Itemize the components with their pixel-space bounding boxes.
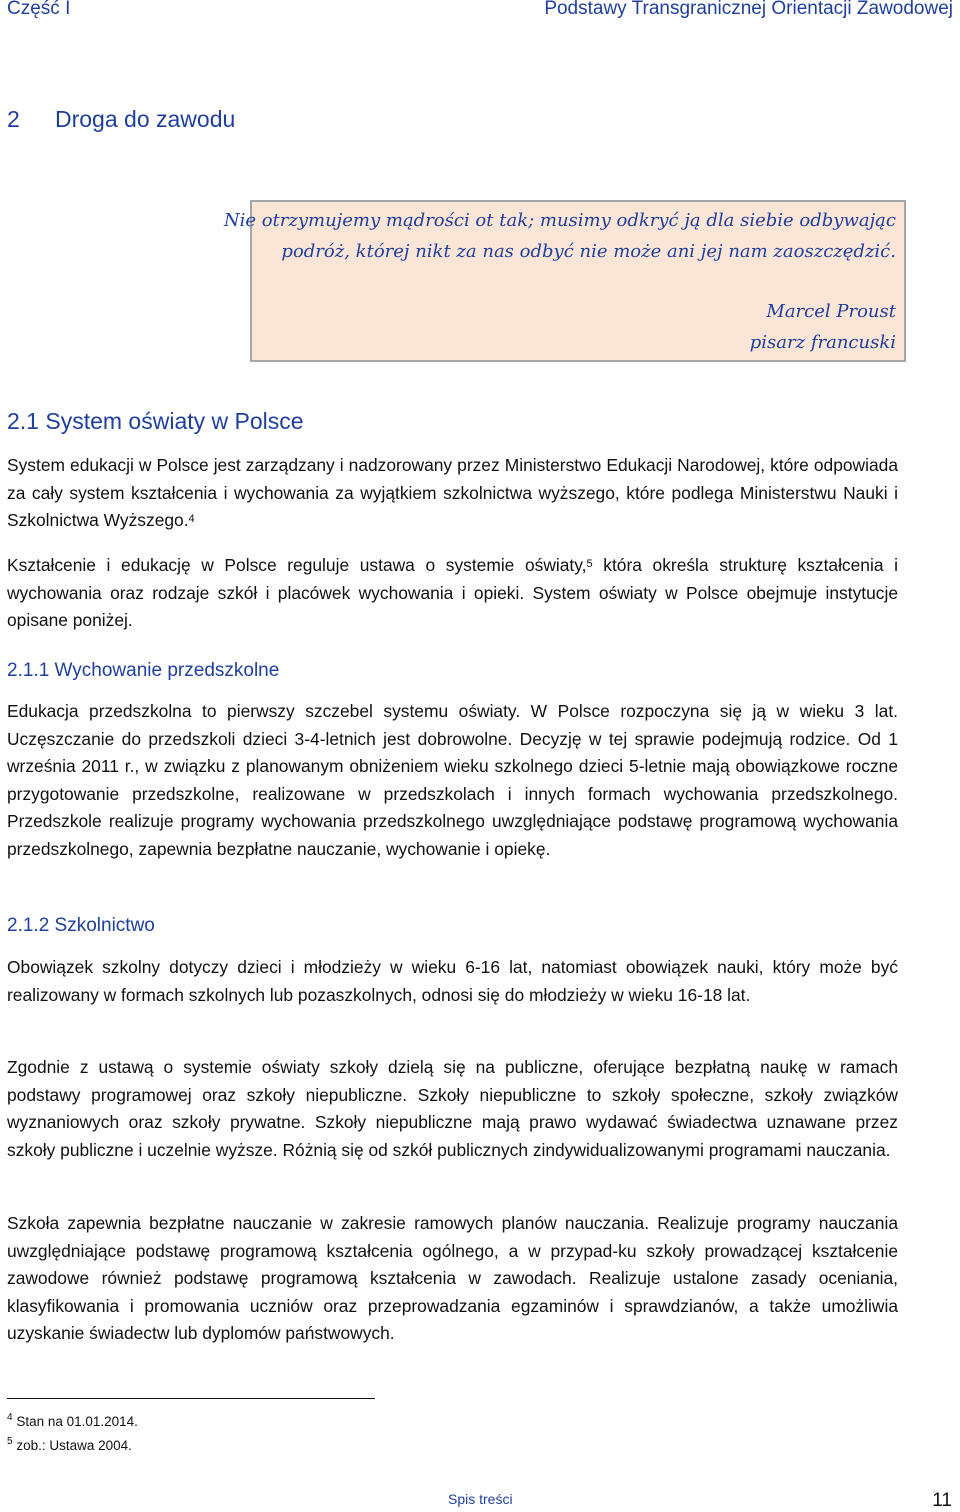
part-label: Część I xyxy=(7,0,71,19)
paragraph-2-1-b xyxy=(7,552,898,635)
paragraph-text: która określa strukturę kształcenia i wychowania oraz rodzaje szkół i placówek wychowania i opieki. System oświaty w Polsce obejmuje instytucje opisane poniżej. xyxy=(7,555,898,631)
footnote-ref[interactable]: 5 xyxy=(586,558,593,570)
page-number: 11 xyxy=(932,1490,952,1511)
footnote-4 xyxy=(7,1414,138,1429)
footnote-divider xyxy=(7,1398,375,1399)
toc-link[interactable]: Spis treści xyxy=(448,1491,513,1507)
header-title: Podstawy Transgranicznej Orientacji Zawodowej xyxy=(544,0,953,19)
paragraph-2-1-2-c: Szkoła zapewnia bezpłatne nauczanie w zakresie ramowych planów nauczania. Realizuje programy nauczania uwzględniające podstawę programową kształcenia ogólnego, a w przypad-ku szkoły prowadzącej kształcenie zawodowe również podstawę programową kształcenia w zawodach. Realizuje ustalone zasady oceniania, klasyfikowania i promowania uczniów oraz przeprowadzania egzaminów i sprawdzianów, a także umożliwia uzyskanie świadectw lub dyplomów państwowych. xyxy=(7,1213,898,1344)
paragraph-2-1-2-a: Obowiązek szkolny dotyczy dzieci i młodzieży w wieku 6-16 lat, natomiast obowiązek nauki, który może być realizowany w formach szkolnych lub pozaszkolnych, odnosi się do młodzieży w wieku 16-18 lat. xyxy=(7,957,898,1005)
paragraph-text: Kształcenie i edukację w Polsce reguluje ustawa o systemie oświaty, xyxy=(7,555,587,575)
chapter-title: Droga do zawodu xyxy=(55,106,236,132)
footnote-5 xyxy=(7,1438,132,1453)
chapter-number: 2 xyxy=(7,106,20,132)
footnote-text: zob.: Ustawa 2004. xyxy=(16,1438,132,1453)
footnote-number: 4 xyxy=(7,1412,13,1423)
paragraph-2-1-1: Edukacja przedszkolna to pierwszy szczebel systemu oświaty. W Polsce rozpoczyna się ją w wieku 3 lat. Uczęszczanie do przedszkoli dzieci 3-4-letnich jest dobrowolne. Decyzję w tej sprawie podejmują rodzice. Od 1 września 2011 r., w związku z planowanym obniżeniem wieku szkolnego dzieci 5-letnie mają obowiązkowe roczne przygotowanie przedszkolne, realizowane w przedszkolach i innych formach wychowania przedszkolnego. Przedszkole realizuje programy wychowania przedszkolnego uwzględniające podstawę programową wychowania przedszkolnego, zapewnia bezpłatne nauczanie, wychowanie i opiekę. xyxy=(7,701,898,859)
section-heading-2-1-1: 2.1.1 Wychowanie przedszkolne xyxy=(7,660,280,681)
quote-box xyxy=(223,200,906,362)
paragraph-2-1-2-b: Zgodnie z ustawą o systemie oświaty szkoły dzielą się na publiczne, oferujące bezpłatną naukę w ramach podstawy programowej oraz szkoły niepubliczne. Szkoły niepubliczne to szkoły społeczne, szkoły związków wyznaniowych oraz szkoły prywatne. Szkoły niepubliczne mają prawo wydawać świadectwa uznawane przez szkoły publiczne i uczelnie wyższe. Różnią się od szkół publicznych zindywidualizowanymi programami nauczania. xyxy=(7,1057,898,1160)
section-heading-2-1: 2.1 System oświaty w Polsce xyxy=(7,408,304,434)
quote-line-1: Nie otrzymujemy mądrości ot tak; musimy odkryć ją dla siebie odbywając xyxy=(223,210,896,231)
section-heading-2-1-2: 2.1.2 Szkolnictwo xyxy=(7,915,155,936)
paragraph-text: System edukacji w Polsce jest zarządzany i nadzorowany przez Ministerstwo Edukacji Narodowej, które odpowiada za cały system kształcenia i wychowania za wyjątkiem szkolnictwa wyższego, które podlega Ministerstwu Nauki i Szkolnictwa Wyższego. xyxy=(7,455,898,531)
quote-author: Marcel Proust xyxy=(766,301,896,322)
quote-author-role: pisarz francuski xyxy=(749,332,896,353)
footnote-text: Stan na 01.01.2014. xyxy=(16,1414,138,1429)
chapter-heading xyxy=(7,106,235,133)
paragraph-2-1-a xyxy=(7,452,898,535)
quote-line-2: podróż, której nikt za nas odbyć nie może ani jej nam zaoszczędzić. xyxy=(281,241,896,262)
footnote-ref[interactable]: 4 xyxy=(188,513,195,526)
footnote-number: 5 xyxy=(7,1436,13,1447)
